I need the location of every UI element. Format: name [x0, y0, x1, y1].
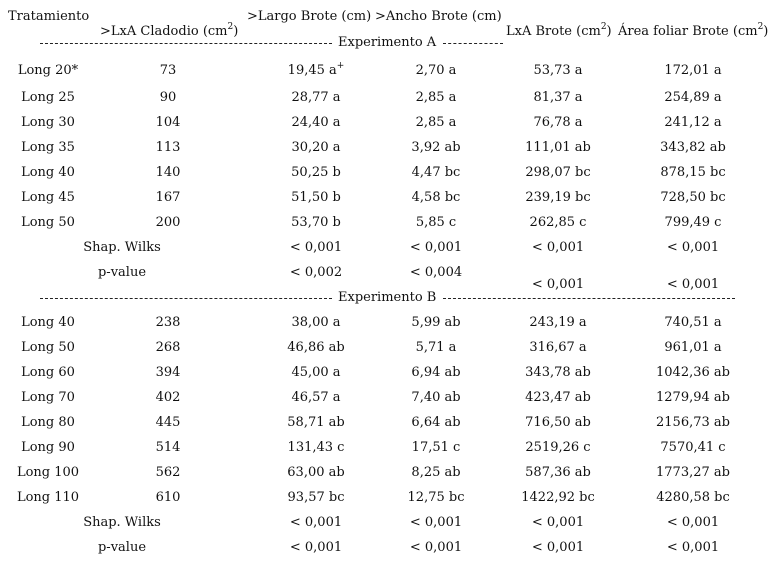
cell-largo-brote: 63,00 ab: [287, 465, 345, 480]
header-ancho-brote: >Ancho Brote (cm): [375, 9, 502, 24]
cell-area-foliar: 254,89 a: [664, 90, 722, 105]
cell-tratamiento: Long 100: [16, 465, 80, 480]
cell-area-foliar: 1279,94 ab: [656, 390, 730, 405]
shap-wilks-ancho: < 0,001: [409, 515, 463, 530]
cell-lxa-brote: 587,36 ab: [525, 465, 591, 480]
p-value-lxab: < 0,001: [531, 540, 585, 555]
separator-experiment-b: [0, 290, 776, 306]
cell-lxa-cladodio: 610: [155, 490, 181, 505]
separator-experiment-a: [0, 35, 776, 51]
cell-tratamiento: Long 70: [21, 390, 75, 405]
cell-lxa-brote: 262,85 c: [529, 215, 587, 230]
cell-lxa-brote: 76,78 a: [533, 115, 583, 130]
dashed-rule: [443, 43, 503, 44]
cell-ancho-brote: 2,85 a: [415, 115, 457, 130]
p-value-lxab: < 0,001: [531, 277, 585, 292]
cell-tratamiento: Long 50: [21, 340, 75, 355]
shap-wilks-lxab: < 0,001: [531, 515, 585, 530]
cell-area-foliar: 172,01 a: [664, 63, 722, 78]
cell-ancho-brote: 5,99 ab: [411, 315, 461, 330]
cell-area-foliar: 728,50 bc: [660, 190, 726, 205]
shap-wilks-area: < 0,001: [666, 240, 720, 255]
cell-area-foliar: 7570,41 c: [660, 440, 726, 455]
cell-lxa-cladodio: 73: [159, 63, 177, 78]
cell-tratamiento: Long 110: [16, 490, 80, 505]
cell-lxa-brote: 53,73 a: [533, 63, 583, 78]
cell-ancho-brote: 4,58 bc: [411, 190, 461, 205]
cell-lxa-brote: 81,37 a: [533, 90, 583, 105]
cell-lxa-brote: 423,47 ab: [525, 390, 591, 405]
cell-area-foliar: 343,82 ab: [660, 140, 726, 155]
cell-lxa-brote: 2519,26 c: [525, 440, 591, 455]
cell-ancho-brote: 2,70 a: [415, 63, 457, 78]
dashed-rule: [40, 43, 332, 44]
cell-tratamiento: Long 40: [21, 165, 75, 180]
cell-lxa-cladodio: 167: [155, 190, 181, 205]
cell-ancho-brote: 4,47 bc: [411, 165, 461, 180]
cell-area-foliar: 799,49 c: [664, 215, 722, 230]
cell-largo-brote: 24,40 a: [291, 115, 341, 130]
cell-largo-brote: 131,43 c: [287, 440, 345, 455]
cell-lxa-cladodio: 402: [155, 390, 181, 405]
shap-wilks-label: Shap. Wilks: [83, 240, 161, 255]
cell-area-foliar: 740,51 a: [664, 315, 722, 330]
shap-wilks-label: Shap. Wilks: [83, 515, 161, 530]
p-value-label: p-value: [97, 265, 147, 280]
cell-ancho-brote: 17,51 c: [411, 440, 461, 455]
cell-lxa-cladodio: 113: [155, 140, 181, 155]
cell-lxa-cladodio: 562: [155, 465, 181, 480]
cell-lxa-brote: 111,01 ab: [525, 140, 591, 155]
cell-tratamiento: Long 40: [21, 315, 75, 330]
cell-largo-brote: 38,00 a: [291, 315, 341, 330]
cell-largo-brote: 51,50 b: [291, 190, 341, 205]
cell-area-foliar: 961,01 a: [664, 340, 722, 355]
cell-lxa-brote: 298,07 bc: [525, 165, 591, 180]
cell-tratamiento: Long 30: [21, 115, 75, 130]
cell-area-foliar: 2156,73 ab: [656, 415, 730, 430]
cell-lxa-cladodio: 104: [155, 115, 181, 130]
cell-ancho-brote: 5,71 a: [415, 340, 457, 355]
header-largo-brote: >Largo Brote (cm): [247, 9, 372, 24]
shap-wilks-area: < 0,001: [666, 515, 720, 530]
cell-lxa-brote: 316,67 a: [529, 340, 587, 355]
dashed-rule: [40, 298, 332, 299]
cell-area-foliar: 241,12 a: [664, 115, 722, 130]
cell-tratamiento: Long 35: [21, 140, 75, 155]
cell-lxa-cladodio: 238: [155, 315, 181, 330]
cell-lxa-brote: 1422,92 bc: [521, 490, 595, 505]
p-value-largo: < 0,002: [289, 265, 343, 280]
cell-lxa-brote: 243,19 a: [529, 315, 587, 330]
experiment-b-label: Experimento B: [338, 290, 437, 305]
cell-largo-brote: 50,25 b: [291, 165, 341, 180]
cell-lxa-brote: 343,78 ab: [525, 365, 591, 380]
cell-ancho-brote: 12,75 bc: [407, 490, 465, 505]
cell-lxa-cladodio: 394: [155, 365, 181, 380]
cell-largo-brote: 28,77 a: [291, 90, 341, 105]
p-value-area: < 0,001: [666, 540, 720, 555]
p-value-label: p-value: [97, 540, 147, 555]
header-area-foliar: Área foliar Brote $(cm^2)$: [618, 21, 769, 39]
cell-ancho-brote: 3,92 ab: [411, 140, 461, 155]
cell-largo-brote: 46,86 ab: [287, 340, 345, 355]
cell-area-foliar: 1773,27 ab: [656, 465, 730, 480]
cell-tratamiento: Long 45: [21, 190, 75, 205]
cell-lxa-cladodio: 200: [155, 215, 181, 230]
cell-tratamiento: Long 80: [21, 415, 75, 430]
cell-largo-brote: 53,70 b: [291, 215, 341, 230]
cell-largo-brote: 93,57 bc: [287, 490, 345, 505]
cell-ancho-brote: 5,85 c: [415, 215, 457, 230]
cell-lxa-brote: 716,50 ab: [525, 415, 591, 430]
cell-ancho-brote: 6,64 ab: [411, 415, 461, 430]
p-value-largo: < 0,001: [289, 540, 343, 555]
cell-area-foliar: 4280,58 bc: [656, 490, 730, 505]
cell-largo-brote: 19,45 a+: [287, 60, 345, 78]
p-value-ancho: < 0,001: [409, 540, 463, 555]
p-value-area: < 0,001: [666, 277, 720, 292]
experiment-a-label: Experimento A: [338, 35, 437, 50]
shap-wilks-largo: < 0,001: [289, 240, 343, 255]
cell-tratamiento: Long 25: [21, 90, 75, 105]
cell-largo-brote: 58,71 ab: [287, 415, 345, 430]
header-lxa-cladodio: >LxA Cladodio $(cm^2)$: [100, 21, 239, 39]
dashed-rule: [443, 298, 735, 299]
cell-area-foliar: 1042,36 ab: [656, 365, 730, 380]
cell-ancho-brote: 7,40 ab: [411, 390, 461, 405]
cell-lxa-cladodio: 445: [155, 415, 181, 430]
cell-largo-brote: 45,00 a: [291, 365, 341, 380]
cell-ancho-brote: 6,94 ab: [411, 365, 461, 380]
cell-largo-brote: 46,57 a: [291, 390, 341, 405]
cell-lxa-cladodio: 268: [155, 340, 181, 355]
header-tratamiento: Tratamiento: [8, 9, 90, 24]
shap-wilks-largo: < 0,001: [289, 515, 343, 530]
cell-tratamiento: Long 60: [21, 365, 75, 380]
cell-lxa-cladodio: 140: [155, 165, 181, 180]
p-value-ancho: < 0,004: [409, 265, 463, 280]
shap-wilks-lxab: < 0,001: [531, 240, 585, 255]
shap-wilks-ancho: < 0,001: [409, 240, 463, 255]
cell-lxa-brote: 239,19 bc: [525, 190, 591, 205]
cell-tratamiento: Long 90: [21, 440, 75, 455]
cell-largo-brote: 30,20 a: [291, 140, 341, 155]
cell-lxa-cladodio: 514: [155, 440, 181, 455]
cell-area-foliar: 878,15 bc: [660, 165, 726, 180]
cell-ancho-brote: 8,25 ab: [411, 465, 461, 480]
cell-lxa-cladodio: 90: [159, 90, 177, 105]
cell-tratamiento: Long 50: [21, 215, 75, 230]
header-lxa-brote: LxA Brote $(cm^2)$: [506, 21, 612, 39]
cell-tratamiento: Long 20*: [17, 63, 79, 78]
cell-ancho-brote: 2,85 a: [415, 90, 457, 105]
